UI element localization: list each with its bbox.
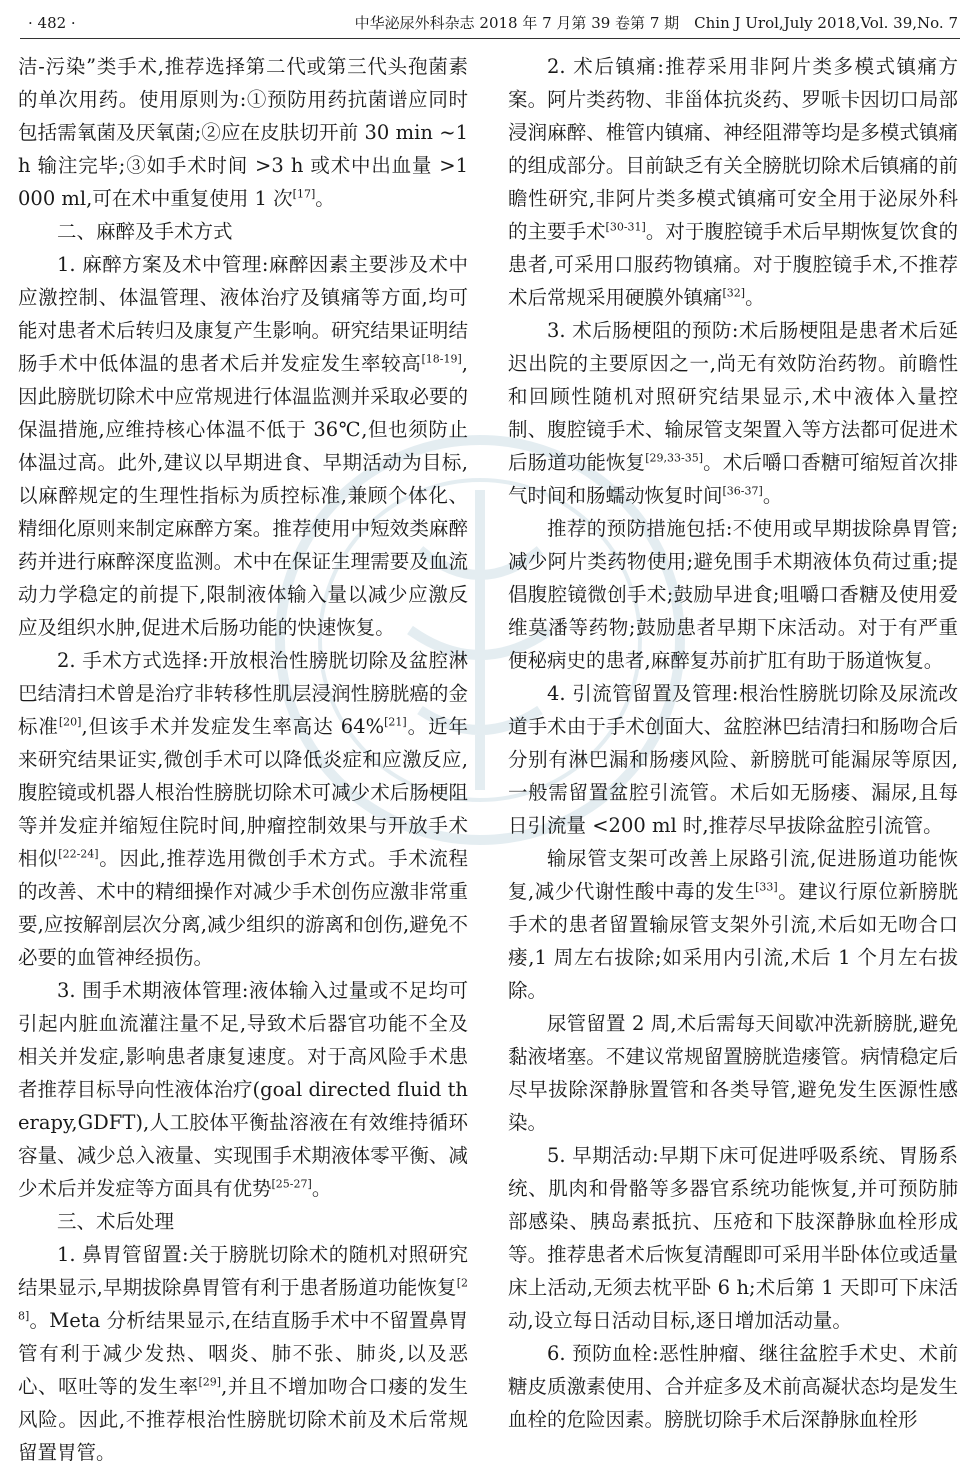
- paragraph: 5. 早期活动:早期下床可促进呼吸系统、胃肠系统、肌肉和骨骼等多器官系统功能恢复,并可预防肺部感染、胰岛素抵抗、压疮和下肢深静脉血栓形成等。推荐患者术后恢复清醒即可采用半卧体位或适量床上活动,无须去枕平卧 6 h;术后第 1 天即可下床活动,设立每日活动目标,逐日增加活动量。: [508, 1144, 958, 1332]
- paragraph: 1. 麻醉方案及术中管理:麻醉因素主要涉及术中应激控制、体温管理、液体治疗及镇痛等方面,均可能对患者术后转归及康复产生影响。研究结果证明结肠手术中低体温的患者术后并发症发生率较高[18-19],因此膀胱切除术中应常规进行体温监测并采取必要的保温措施,应维持核心体温不低于 36℃,但也须防止体温过高。此外,建议以早期进食、早期活动为目标,以麻醉规定的生理性指标为质控标准,兼顾个体化、精细化原则来制定麻醉方案。推荐使用中短效类麻醉药并进行麻醉深度监测。术中在保证生理需要及血流动力学稳定的前提下,限制液体输入量以减少应激反应及组织水肿,促进术后肠功能的快速恢复。: [18, 253, 468, 639]
- paragraph: 3. 围手术期液体管理:液体输入过量或不足均可引起内脏血流灌注量不足,导致术后器官功能不全及相关并发症,影响患者康复速度。对于高风险手术患者推荐目标导向性液体治疗(goal directed fluid therapy,GDFT),人工胶体平衡盐溶液在有效维持循环容量、减少总入液量、实现围手术期液体零平衡、减少术后并发症等方面具有优势[25-27]。: [18, 979, 468, 1200]
- left-column: [18, 50, 468, 1464]
- section-heading: 二、麻醉及手术方式: [57, 220, 233, 243]
- paragraph: 6. 预防血栓:恶性肿瘤、继往盆腔手术史、术前糖皮质激素使用、合并症多及术前高凝状态均是发生血栓的危险因素。膀胱切除手术后深静脉血栓形: [508, 1342, 958, 1431]
- paragraph: 4. 引流管留置及管理:根治性膀胱切除及尿流改道手术由于手术创面大、盆腔淋巴结清扫和肠吻合后分别有淋巴漏和肠瘘风险、新膀胱可能漏尿等原因,一般需留置盆腔引流管。术后如无肠瘘、漏尿,且每日引流量 <200 ml 时,推荐尽早拔除盆腔引流管。: [508, 682, 958, 837]
- paragraph: 1. 鼻胃管留置:关于膀胱切除术的随机对照研究结果显示,早期拔除鼻胃管有利于患者肠道功能恢复[28]。Meta 分析结果显示,在结直肠手术中不留置鼻胃管有利于减少发热、咽炎、肺不张、肺炎,以及恶心、呕吐等的发生率[29],并且不增加吻合口瘘的发生风险。因此,不推荐根治性膀胱切除术前及术后常规留置胃管。: [18, 1243, 468, 1464]
- paragraph: 洁-污染”类手术,推荐选择第二代或第三代头孢菌素的单次用药。使用原则为:①预防用药抗菌谱应同时包括需氧菌及厌氧菌;②应在皮肤切开前 30 min ~1 h 输注完毕;③如手术时间 >3 h 或术中出血量 >1 000 ml,可在术中重复使用 1 次[17]。: [18, 55, 468, 210]
- paragraph: 2. 手术方式选择:开放根治性膀胱切除及盆腔淋巴结清扫术曾是治疗非转移性肌层浸润性膀胱癌的金标准[20],但该手术并发症发生率高达 64%[21]。近年来研究结果证实,微创手术可以降低炎症和应激反应,腹腔镜或机器人根治性膀胱切除术可减少术后肠梗阻等并发症并缩短住院时间,肿瘤控制效果与开放手术相似[22-24]。因此,推荐选用微创手术方式。手术流程的改善、术中的精细操作对减少手术创伤应激非常重要,应按解剖层次分离,减少组织的游离和创伤,避免不必要的血管神经损伤。: [18, 649, 468, 969]
- running-header: [20, 8, 960, 39]
- page-number: · 482 ·: [28, 14, 76, 32]
- journal-citation: 中华泌尿外科杂志 2018 年 7 月第 39 卷第 7 期 Chin J Urol,July 2018,Vol. 39,No. 7: [354, 14, 958, 32]
- paragraph: 尿管留置 2 周,术后需每天间歇冲洗新膀胱,避免黏液堵塞。不建议常规留置膀胱造瘘管。病情稳定后尽早拔除深静脉置管和各类导管,避免发生医源性感染。: [508, 1012, 958, 1134]
- paragraph: 推荐的预防措施包括:不使用或早期拔除鼻胃管;减少阿片类药物使用;避免围手术期液体负荷过重;提倡腹腔镜微创手术;鼓励早进食;咀嚼口香糖及使用爱维莫潘等药物;鼓励患者早期下床活动。对于有严重便秘病史的患者,麻醉复苏前扩肛有助于肠道恢复。: [508, 517, 958, 672]
- paragraph: 3. 术后肠梗阻的预防:术后肠梗阻是患者术后延迟出院的主要原因之一,尚无有效防治药物。前瞻性和回顾性随机对照研究结果显示,术中液体入量控制、腹腔镜手术、输尿管支架置入等方法都可促进术后肠道功能恢复[29,33-35]。术后嚼口香糖可缩短首次排气时间和肠蠕动恢复时间[36-37]。: [508, 319, 958, 507]
- paragraph: 2. 术后镇痛:推荐采用非阿片类多模式镇痛方案。阿片类药物、非甾体抗炎药、罗哌卡因切口局部浸润麻醉、椎管内镇痛、神经阻滞等均是多模式镇痛的组成部分。目前缺乏有关全膀胱切除术后镇痛的前瞻性研究,非阿片类多模式镇痛可安全用于泌尿外科的主要手术[30-31]。对于腹腔镜手术后早期恢复饮食的患者,可采用口服药物镇痛。对于腹腔镜手术,不推荐术后常规采用硬膜外镇痛[32]。: [508, 55, 958, 309]
- right-column: [508, 50, 958, 1431]
- paragraph: 输尿管支架可改善上尿路引流,促进肠道功能恢复,减少代谢性酸中毒的发生[33]。建议行原位新膀胱手术的患者留置输尿管支架外引流,术后如无吻合口瘘,1 周左右拔除;如采用内引流,术后 1 个月左右拔除。: [508, 847, 958, 1002]
- section-heading: 三、术后处理: [57, 1210, 175, 1233]
